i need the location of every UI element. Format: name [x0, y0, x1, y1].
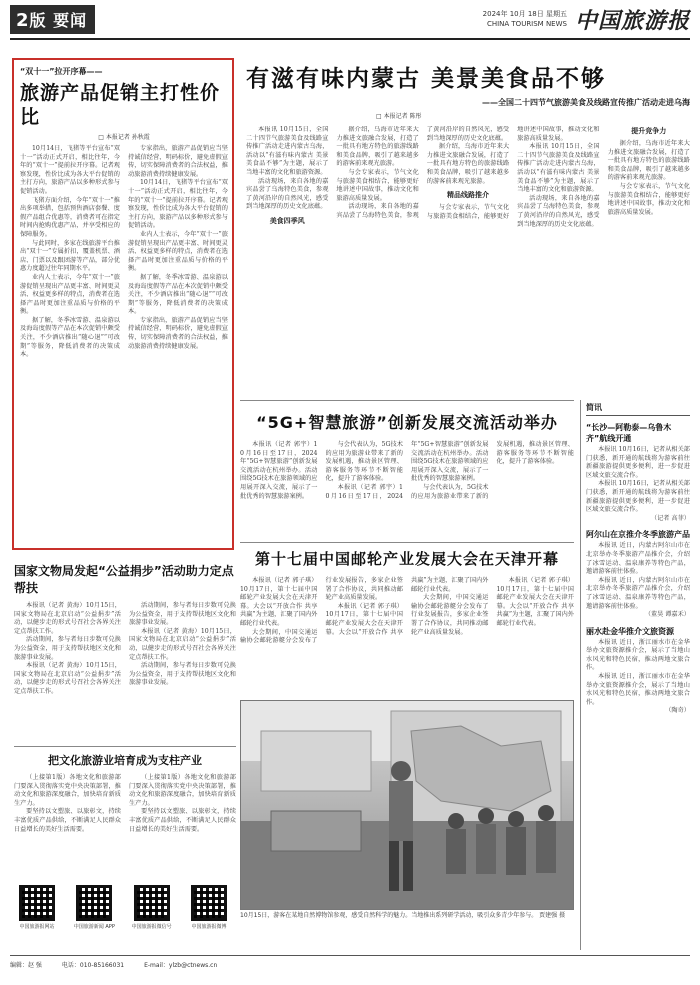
- qr-label: 中国旅游新闻 APP: [73, 924, 115, 930]
- paragraph: 要坚持以文塑旅、以旅彰文，持续丰富优质产品供给，不断满足人民群众日益增长的美好生活需要。: [14, 808, 121, 833]
- qr-label: 中国旅游报微信号: [131, 924, 172, 930]
- main-article-header: [246, 60, 690, 120]
- paragraph: 活动期间，参与者每日步数可兑换为公益资金，用于支持帮扶地区文化和旅游事业发展。: [129, 602, 236, 627]
- issue-date: 2024年 10月 18日 星期五: [482, 10, 567, 18]
- section-heading: 精品线路推介: [446, 191, 489, 200]
- paragraph: 据介绍，乌海市近年来大力推进文旅融合发展，打造了一批具有地方特色的旅游线路和美食品牌，吸引了越来越多的游客前来观光旅游。: [607, 140, 690, 182]
- brief-body: 本报讯 近日，内蒙古阿尔山市在北京举办冬季旅游产品推介会，介绍了冰雪运动、温泉康养等特色产品，邀请游客前往体验。: [586, 576, 690, 610]
- footer-editor: 编辑：赵 强: [10, 962, 42, 969]
- qr-code-row: [12, 885, 234, 930]
- paragraph: 本报讯（记者 黄海）10月15日，国家文物局在北京启动“公益捐步”活动，以健步走的形式号召社会各界关注定点帮扶工作。: [14, 662, 121, 695]
- paragraph: 业内人士表示，今年“双十一”旅游促销呈现出产品更丰富、时间更灵活、权益更多样的特点，消费者在选择产品时更加注重品质与价格的平衡。: [20, 273, 120, 316]
- article-congress: [240, 548, 574, 696]
- section-heading: 美食四季风: [269, 216, 305, 225]
- paragraph: 与此同时，多家在线旅游平台推出“双十一”专属折扣，覆盖机票、酒店、门票以及跟团游等产品，部分优惠力度超过往年同期水平。: [20, 239, 120, 273]
- masthead-date-block: [483, 9, 567, 29]
- edition-badge: [10, 5, 95, 34]
- paragraph: 大会期间，中国交通运输协会邮轮游艇分会发布了行业发展报告，多家企业签署了合作协议，共同推动邮轮产业高质量发展。: [411, 594, 489, 636]
- paragraph: 业内人士表示，今年“双十一”旅游促销呈现出产品更丰富、时间更灵活、权益更多样的特点，消费者在选择产品时更加注重品质与价格的平衡。: [128, 230, 228, 273]
- article-5g-body: [240, 441, 574, 501]
- paragraph: 大会期间，中国交通运输协会邮轮游艇分会发布了行业发展报告，多家企业签署了合作协议，共同推动邮轮产业高质量发展。: [240, 577, 403, 645]
- brief-credit: （陶奇）: [665, 707, 690, 715]
- paragraph: 本报讯（记者 黄海）10月15日，国家文物局在北京启动“公益捐步”活动，以健步走的形式号召社会各界关注定点帮扶工作。: [14, 602, 121, 635]
- paragraph: 10月14日，飞猪等平台宣布“双十一”活动正式开启，相比往年，今年的“双十一”提前拉开序幕。记者观察发现，性价比成为各大平台促销的主打方向，旅游产品以多种形式参与促销活动。: [128, 179, 228, 230]
- article-heritage: [14, 562, 236, 742]
- article-pillar-body: [14, 774, 236, 834]
- paragraph: 专家指出，旅游产品促销应当坚持诚信经营，明码标价，避免虚假宣传，切实保障消费者的合法权益，推动旅游消费持续健康发展。: [128, 145, 228, 178]
- article-heritage-body: [14, 602, 236, 697]
- article-5g: [240, 410, 574, 540]
- paragraph: 本报讯 10月15日，全国二十四节气旅游美食及线路宣传推广活动走进内蒙古乌海，活动以“有滋有味内蒙古 美景美食品不够”为主题，展示了当地丰富的文化和旅游资源。: [246, 126, 329, 176]
- paragraph: 与会代表认为，5G技术的应用为旅游业带来了新的发展机遇，推动景区管理、游客服务等环节不断智能化，提升了游客体验。: [325, 441, 403, 483]
- article-pillar: [14, 752, 236, 880]
- paragraph: 活动期间，参与者每日步数可兑换为公益资金，用于支持帮扶地区文化和旅游事业发展。: [14, 636, 121, 661]
- brief-headline: 丽水赴金华推介文旅资源: [586, 626, 674, 636]
- article-congress-headline: 第十七届中国邮轮产业发展大会在天津开幕: [254, 550, 559, 568]
- paragraph: 本报讯（记者 郭子琪）10月17日，第十七届中国邮轮产业发展大会在天津开幕。大会以“开放合作 共享共赢”为主题，汇聚了国内外邮轮行业代表。: [496, 577, 574, 627]
- brief-body: 本报讯 近日，内蒙古阿尔山市在北京举办冬季旅游产品推介会，介绍了冰雪运动、温泉康养等特色产品，邀请游客前往体验。: [586, 542, 690, 576]
- featured-byline: □ 本报记者 孙秋霞: [98, 134, 150, 141]
- paragraph: 本报讯 10月15日，全国二十四节气旅游美食及线路宣传推广活动走进内蒙古乌海，活动以“有滋有味内蒙古 美景美食品不够”为主题，展示了当地丰富的文化和旅游资源。: [517, 143, 600, 194]
- paragraph: 本报讯（记者 郭子琪）10月17日，第十七届中国邮轮产业发展大会在天津开幕。大会以“开放合作 共享共赢”为主题，汇聚了国内外邮轮行业代表。: [325, 577, 489, 636]
- brief-body: 本报讯 近日，浙江丽水市在金华举办文旅资源推介会，展示了当地山水风光和特色民宿，推动两地文旅合作。: [586, 638, 690, 672]
- paragraph: 据介绍，乌海市近年来大力推进文旅融合发展，打造了一批具有地方特色的旅游线路和美食品牌，吸引了越来越多的游客前来观光旅游。: [336, 126, 419, 168]
- main-article-body: [246, 126, 690, 398]
- paragraph: 活动期间，参与者每日步数可兑换为公益资金，用于支持帮扶地区文化和旅游事业发展。: [129, 662, 236, 687]
- brief-body: 本报讯 10月16日，记者从相关部门获悉，新开通的航线将为游客前往新疆旅游提供更多便利，进一步促进区域文旅交流合作。: [586, 446, 690, 479]
- paragraph: 与会专家表示，节气文化与旅游美食相结合，能够更好地讲述中国故事，推动文化和旅游高质量发展。: [336, 168, 419, 202]
- paragraph: 活动现场，来自各地的嘉宾品尝了乌海特色美食，参观了黄河沿岸的自然风光，感受到当地深厚的历史文化底蕴。: [517, 194, 600, 228]
- paper-logo: 中国旅游报: [574, 7, 690, 34]
- paragraph: （上接第1版）各地文化和旅游部门要深入贯彻落实党中央决策部署，推动文化和旅游深度融合，加快培育新质生产力。: [14, 774, 121, 807]
- section-rule: [14, 746, 236, 747]
- edition-number: 2: [16, 9, 30, 31]
- page-footer: [10, 955, 690, 969]
- brief-credit: （董昊 谭嘉禾）: [644, 611, 690, 619]
- paragraph: 本报讯（记者 郭子琪）10月17日，第十七届中国邮轮产业发展大会在天津开幕。大会以“开放合作 共享共赢”为主题，汇聚了国内外邮轮行业代表。: [240, 577, 318, 627]
- brief-headline: 阿尔山在京推介冬季旅游产品: [586, 530, 690, 540]
- footer-phone: 电话：010-85166031: [61, 962, 125, 969]
- footer-email: E-mail：ylzb@ctnews.cn: [144, 962, 218, 969]
- qr-code[interactable]: [184, 885, 234, 930]
- paragraph: 与会专家表示，节气文化与旅游美食相结合，能够更好地讲述中国故事，推动文化和旅游高质量发展。: [607, 182, 690, 216]
- paragraph: 本报讯（记者 郭宇）10月16日至17日，2024年“5G+智慧旅游”创新发展交流活动在杭州举办。活动围绕5G技术在旅游领域的应用展开深入交流，展示了一批优秀的智慧旅游案例。: [325, 441, 489, 500]
- brief-credit: （记者 高菲）: [650, 514, 690, 522]
- paragraph: 要坚持以文塑旅、以旅彰文，持续丰富优质产品供给，不断满足人民群众日益增长的美好生活需要。: [129, 808, 236, 833]
- qr-code-icon: [191, 885, 227, 921]
- brief-body: 本报讯 10月16日，记者从相关部门获悉，新开通的航线将为游客前往新疆旅游提供更多便利，进一步促进区域文旅交流合作。: [586, 480, 690, 514]
- section-rule: [240, 400, 574, 401]
- qr-label: 中国旅游报微博: [191, 924, 227, 930]
- paragraph: 专家指出，旅游产品促销应当坚持诚信经营，明码标价，避免虚假宣传，切实保障消费者的合法权益，推动旅游消费持续健康发展。: [128, 316, 228, 350]
- qr-code-icon: [76, 885, 112, 921]
- paragraph: 据了解，冬季冰雪游、温泉游以及海岛度假等产品在本次促销中颇受关注，不少酒店推出“随心退”“可改期”等服务，降低消费者的决策成本。: [20, 316, 120, 359]
- edition-label: 版 要闻: [29, 10, 88, 30]
- main-headline: 有滋有味内蒙古 美景美食品不够: [246, 66, 607, 92]
- article-pillar-headline: 把文化旅游业培育成为支柱产业: [48, 754, 202, 767]
- sidebar-divider: [580, 400, 581, 950]
- qr-label: 中国旅游报网站: [19, 924, 55, 930]
- main-subheadline: ——全国二十四节气旅游美食及线路宣传推广活动走进乌海: [482, 98, 690, 107]
- main-byline: □ 本报记者 陈彤: [376, 113, 422, 120]
- museum-photo: [240, 700, 574, 910]
- featured-body: [20, 145, 228, 360]
- brief-headline: “长沙—阿勒泰—乌鲁木齐”航线开通: [586, 423, 672, 443]
- qr-code[interactable]: [12, 885, 62, 930]
- news-brief-sidebar: [586, 402, 690, 947]
- brief-body: 本报讯 近日，浙江丽水市在金华举办文旅资源推介会，展示了当地山水风光和特色民宿，推动两地文旅合作。: [586, 673, 690, 706]
- paragraph: 10月14日，飞猪等平台宣布“双十一”活动正式开启，相比往年，今年的“双十一”提前拉开序幕。记者观察发现，性价比成为各大平台促销的主打方向，旅游产品以多种形式参与促销活动。: [20, 145, 120, 195]
- paragraph: 与会代表认为，5G技术的应用为旅游业带来了新的发展机遇，推动景区管理、游客服务等环节不断智能化，提升了游客体验。: [411, 441, 574, 500]
- paragraph: 本报讯（记者 黄海）10月15日，国家文物局在北京启动“公益捐步”活动，以健步走的形式号召社会各界关注定点帮扶工作。: [129, 627, 236, 661]
- section-heading: 提升竞争力: [631, 127, 667, 135]
- paragraph: 活动现场，来自各地的嘉宾品尝了乌海特色美食，参观了黄河沿岸的自然风光，感受到当地深厚的历史文化底蕴。: [246, 177, 329, 211]
- section-rule: [240, 542, 574, 543]
- paragraph: 据介绍，乌海市近年来大力推进文旅融合发展，打造了一批具有地方特色的旅游线路和美食品牌，吸引了越来越多的游客前来观光旅游。: [426, 143, 510, 185]
- article-heritage-headline: 国家文物局发起“公益捐步”活动助力定点帮扶: [14, 564, 234, 595]
- photo-illustration: [241, 701, 574, 910]
- paragraph: 本报讯（记者 郭宇）10月16日至17日，2024年“5G+智慧旅游”创新发展交流活动在杭州举办。活动围绕5G技术在旅游领域的应用展开深入交流，展示了一批优秀的智慧旅游案例。: [240, 441, 318, 500]
- featured-kicker: “双十一”拉开序幕——: [20, 67, 103, 76]
- qr-code[interactable]: [127, 885, 177, 930]
- masthead: [10, 0, 690, 40]
- photo-caption: 10月15日，游客在某地自然博物馆参观，感受自然科学的魅力。当地推出系列研学活动，吸引众多青少年参与。 贾建强 摄: [240, 912, 566, 919]
- qr-code-icon: [19, 885, 55, 921]
- paragraph: 飞猪方面介绍，今年“双十一”推出多项举措，包括预售酒店套餐、度假产品组合优惠等，消费者可在指定时间内抢购优惠产品，并享受相应的保障服务。: [20, 196, 120, 238]
- article-5g-headline: “5G+智慧旅游”创新发展交流活动举办: [256, 413, 558, 432]
- qr-code[interactable]: [69, 885, 119, 930]
- paragraph: 与会专家表示，节气文化与旅游美食相结合，能够更好地讲述中国故事，推动文化和旅游高质量发展。: [426, 126, 600, 220]
- sidebar-title: 简讯: [586, 402, 690, 416]
- paragraph: 活动现场，来自各地的嘉宾品尝了乌海特色美食，参观了黄河沿岸的自然风光，感受到当地深厚的历史文化底蕴。: [336, 126, 510, 219]
- article-congress-body: [240, 577, 574, 646]
- qr-code-icon: [134, 885, 170, 921]
- masthead-right: [483, 4, 690, 35]
- paragraph: 据了解，冬季冰雪游、温泉游以及海岛度假等产品在本次促销中颇受关注，不少酒店推出“随心退”“可改期”等服务，降低消费者的决策成本。: [128, 273, 228, 316]
- featured-article: [20, 66, 228, 548]
- paper-english-name: CHINA TOURISM NEWS: [486, 20, 567, 28]
- featured-headline: 旅游产品促销主打性价比: [20, 82, 221, 128]
- paragraph: （上接第1版）各地文化和旅游部门要深入贯彻落实党中央决策部署，推动文化和旅游深度融合，加快培育新质生产力。: [129, 774, 236, 807]
